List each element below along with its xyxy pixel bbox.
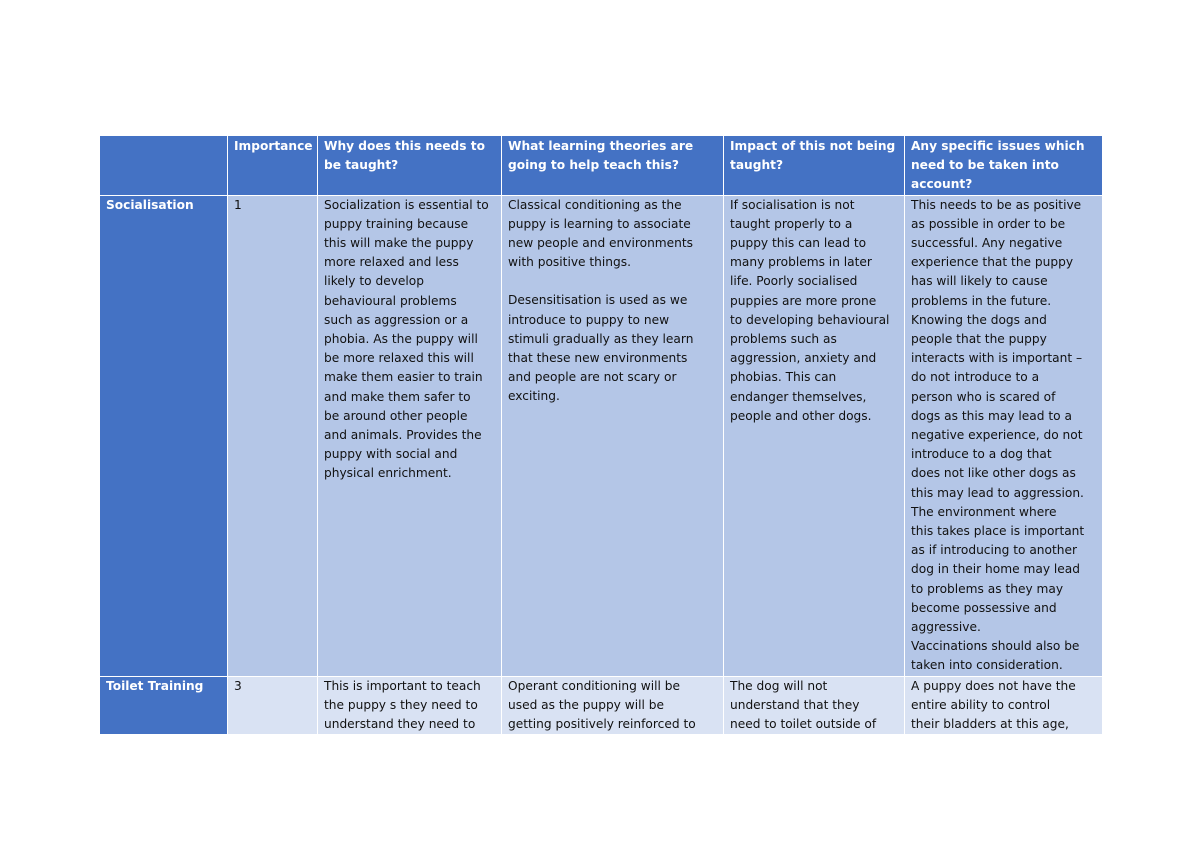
text-line: need to toilet outside of [730,717,877,732]
requirements-table [99,135,1103,735]
text-line: The environment where [911,504,1057,519]
text-line: puppies are more prone [730,293,877,308]
table-row-socialisation [100,195,1103,676]
text-line: This is important to teach [324,678,481,693]
text-line: account? [911,177,973,192]
text-line: Any specific issues which [911,139,1085,153]
theories-paragraph-1 [508,196,717,273]
text-line: endanger themselves, [730,389,867,404]
text-line: with positive things. [508,255,631,270]
theories-cell [502,676,724,735]
why-cell [318,676,502,735]
text-line: Impact of this not being [730,139,896,153]
header-row [100,136,1103,196]
header-importance [228,136,318,196]
header-topic [100,136,228,196]
text-line: taught properly to a [730,216,853,231]
text-line: If socialisation is not [730,197,855,212]
text-line: going to help teach this? [508,158,679,173]
impact-cell [724,195,905,676]
importance-value: 3 [234,678,242,693]
text-line: their bladders at this age, [911,717,1069,732]
text-line: successful. Any negative [911,236,1063,251]
text-line: experience that the puppy [911,255,1074,270]
text-line: does not like other dogs as [911,466,1076,481]
text-line: people that the puppy [911,332,1047,347]
text-line: problems such as [730,332,837,347]
text-line: physical enrichment. [324,466,452,481]
text-line: entire ability to control [911,697,1051,712]
text-line: puppy with social and [324,447,458,462]
text-line: Operant conditioning will be [508,678,680,693]
text-line: and people are not scary or [508,370,677,385]
text-line: aggression, anxiety and [730,351,877,366]
text-line: this takes place is important [911,524,1085,539]
text-line: as if introducing to another [911,543,1077,558]
text-line: be more relaxed this will [324,351,474,366]
text-line: puppy this can lead to [730,236,867,251]
text-line: dog in their home may lead [911,562,1081,577]
text-line: understand they need to [324,717,476,732]
header-impact [724,136,905,196]
text-line: this may lead to aggression. [911,485,1084,500]
header-theories [502,136,724,196]
paragraph-gap [508,272,717,291]
text-line: Why does this needs to [324,139,485,153]
text-line: Importance [234,139,313,153]
text-line: puppy training because [324,216,469,231]
text-line: do not introduce to a [911,370,1040,385]
text-line: and make them safer to [324,389,471,404]
importance-cell [228,676,318,735]
topic-label: Socialisation [106,197,194,212]
text-line: What learning theories are [508,139,694,153]
text-line: new people and environments [508,236,694,251]
issues-cell [905,195,1103,676]
topic-label: Toilet Training [106,678,204,693]
text-line: person who is scared of [911,389,1056,404]
text-line: Socialization is essential to [324,197,489,212]
text-line: Knowing the dogs and [911,312,1047,327]
text-line: introduce to puppy to new [508,312,670,327]
text-line: stimuli gradually as they learn [508,331,694,346]
table-row-toilet-training [100,676,1103,735]
text-line: This needs to be as positive [911,197,1082,212]
text-line: and animals. Provides the [324,428,482,443]
text-line: taught? [730,158,784,173]
text-line: exciting. [508,389,560,404]
text-line: phobia. As the puppy will [324,332,478,347]
issues-cell [905,676,1103,735]
text-line: many problems in later [730,255,872,270]
text-line: make them easier to train [324,370,483,385]
text-line: likely to develop [324,274,424,289]
text-line: aggressive. [911,620,981,635]
text-line: The dog will not [730,678,828,693]
text-line: behavioural problems [324,293,457,308]
text-line: introduce to a dog that [911,447,1052,462]
text-line: puppy is learning to associate [508,216,691,231]
text-line: this will make the puppy [324,236,474,251]
text-line: phobias. This can [730,370,837,385]
text-line: need to be taken into [911,158,1059,173]
text-line: to problems as they may [911,581,1064,596]
text-line: Classical conditioning as the [508,197,682,212]
header-why [318,136,502,196]
text-line: dogs as this may lead to a [911,408,1072,423]
text-line: Desensitisation is used as we [508,293,688,308]
text-line: understand that they [730,697,860,712]
text-line: interacts with is important – [911,351,1083,366]
text-line: has will likely to cause [911,274,1048,289]
text-line: become possessive and [911,600,1057,615]
text-line: more relaxed and less [324,255,459,270]
theories-paragraph-2 [508,291,717,406]
text-line: to developing behavioural [730,312,890,327]
text-line: such as aggression or a [324,312,469,327]
text-line: that these new environments [508,351,688,366]
text-line: the puppy s they need to [324,697,478,712]
importance-cell [228,195,318,676]
row-topic [100,195,228,676]
text-line: as possible in order to be [911,216,1066,231]
text-line: problems in the future. [911,293,1052,308]
text-line: negative experience, do not [911,428,1083,443]
header-issues [905,136,1103,196]
text-line: getting positively reinforced to [508,717,696,732]
impact-cell [724,676,905,735]
text-line: used as the puppy will be [508,697,665,712]
text-line: A puppy does not have the [911,678,1076,693]
text-line: Vaccinations should also be [911,639,1080,654]
text-line: be around other people [324,408,468,423]
theories-cell [502,195,724,676]
text-line: be taught? [324,158,399,173]
why-cell [318,195,502,676]
row-topic [100,676,228,735]
text-line: taken into consideration. [911,658,1063,673]
importance-value: 1 [234,197,242,212]
text-line: life. Poorly socialised [730,274,858,289]
text-line: people and other dogs. [730,408,872,423]
